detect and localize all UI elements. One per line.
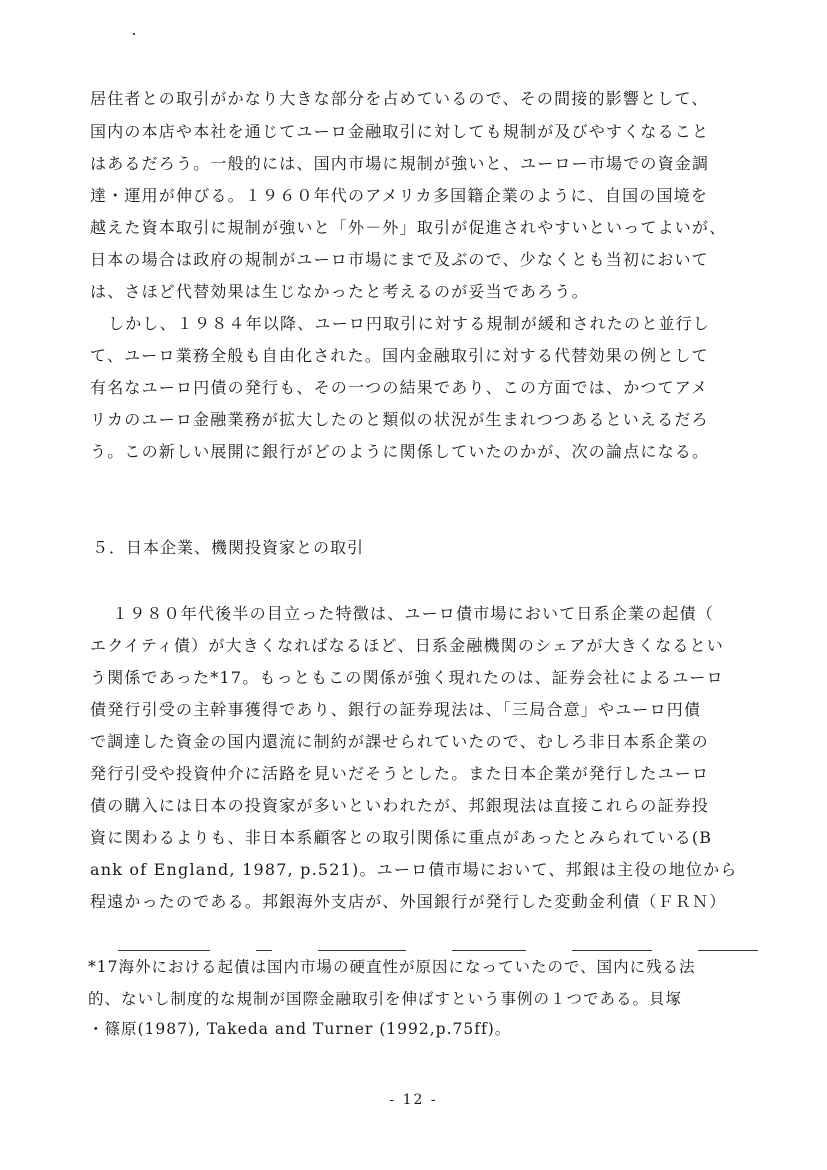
- body-text-line: 資に関わるよりも、非日本系顧客との取引関係に重点があったとみられている(B: [90, 828, 713, 847]
- body-text-line: ank of England, 1987, p.521)。ユーロ債市場において、邦銀は主役の地位から: [90, 860, 738, 879]
- footnote-separator: [118, 945, 758, 953]
- page-number: - 12 -: [389, 1092, 438, 1108]
- body-text-line: 発行引受や投資仲介に活路を見いだそうとした。また日本企業が発行したユーロ: [90, 764, 710, 783]
- body-text-line: う。この新しい展開に銀行がどのように関係していたのかが、次の論点になる。: [90, 442, 710, 461]
- body-text-line: 国内の本店や本社を通じてユーロ金融取引に対しても規制が及びやすくなること: [90, 122, 710, 141]
- body-text-line: 居住者との取引がかなり大きな部分を占めているので、その間接的影響として、: [90, 89, 709, 108]
- scan-speck: [133, 33, 135, 35]
- body-text-line: 有名なユーロ円債の発行も、その一つの結果であり、この方面では、かつてアメ: [90, 378, 709, 397]
- footnote-line: *17海外における起債は国内市場の硬直性が原因になっていたので、国内に残る法: [88, 958, 696, 976]
- body-text-line: は、さほど代替効果は生じなかったと考えるのが妥当であろう。: [90, 282, 589, 301]
- body-text-line: １９８０年代後半の目立った特徴は、ユーロ債市場において日系企業の起債（: [112, 604, 715, 623]
- body-text-line: 越えた資本取引に規制が強いと「外－外」取引が促進されやすいといってよいが、: [90, 218, 727, 237]
- footnote-line: ・篠原(1987), Takeda and Turner (1992,p.75ff)。: [88, 1020, 512, 1038]
- body-text-line: で調達した資金の国内還流に制約が課せられていたので、むしろ非日本系企業の: [90, 732, 709, 751]
- body-text-line: 日本の場合は政府の規制がユーロ市場にまで及ぶので、少なくとも当初において: [90, 250, 709, 269]
- body-text-line: 達・運用が伸びる。１９６０年代のアメリカ多国籍企業のように、自国の国境を: [90, 186, 709, 205]
- body-text-line: リカのユーロ金融業務が拡大したのと類似の状況が生まれつつあるといえるだろ: [90, 410, 709, 429]
- body-text-line: て、ユーロ業務全般も自由化された。国内金融取引に対する代替効果の例として: [90, 346, 709, 365]
- body-text-line: エクイティ債）が大きくなればなるほど、日系金融機関のシェアが大きくなるとい: [90, 636, 725, 655]
- body-text-line: 債の購入には日本の投資家が多いといわれたが、邦銀現法は直接これらの証券投: [90, 796, 710, 815]
- body-text-line: しかし、１９８４年以降、ユーロ円取引に対する規制が緩和されたのと並行し: [108, 314, 711, 333]
- section-heading: ５．日本企業、機関投資家との取引: [92, 538, 365, 557]
- footnote-line: 的、ないし制度的な規制が国際金融取引を伸ばすという事例の１つである。貝塚: [88, 990, 683, 1008]
- body-text-line: 程遠かったのである。邦銀海外支店が、外国銀行が発行した変動金利債（ＦＲＮ）: [90, 892, 727, 911]
- body-text-line: 債発行引受の主幹事獲得であり、銀行の証券現法は、「三局合意」やユーロ円債: [90, 700, 702, 719]
- body-text-line: う関係であった*17。もっともこの関係が強く現れたのは、証券会社によるユーロ: [90, 668, 724, 687]
- body-text-line: はあるだろう。一般的には、国内市場に規制が強いと、ユーロー市場での資金調: [90, 154, 710, 173]
